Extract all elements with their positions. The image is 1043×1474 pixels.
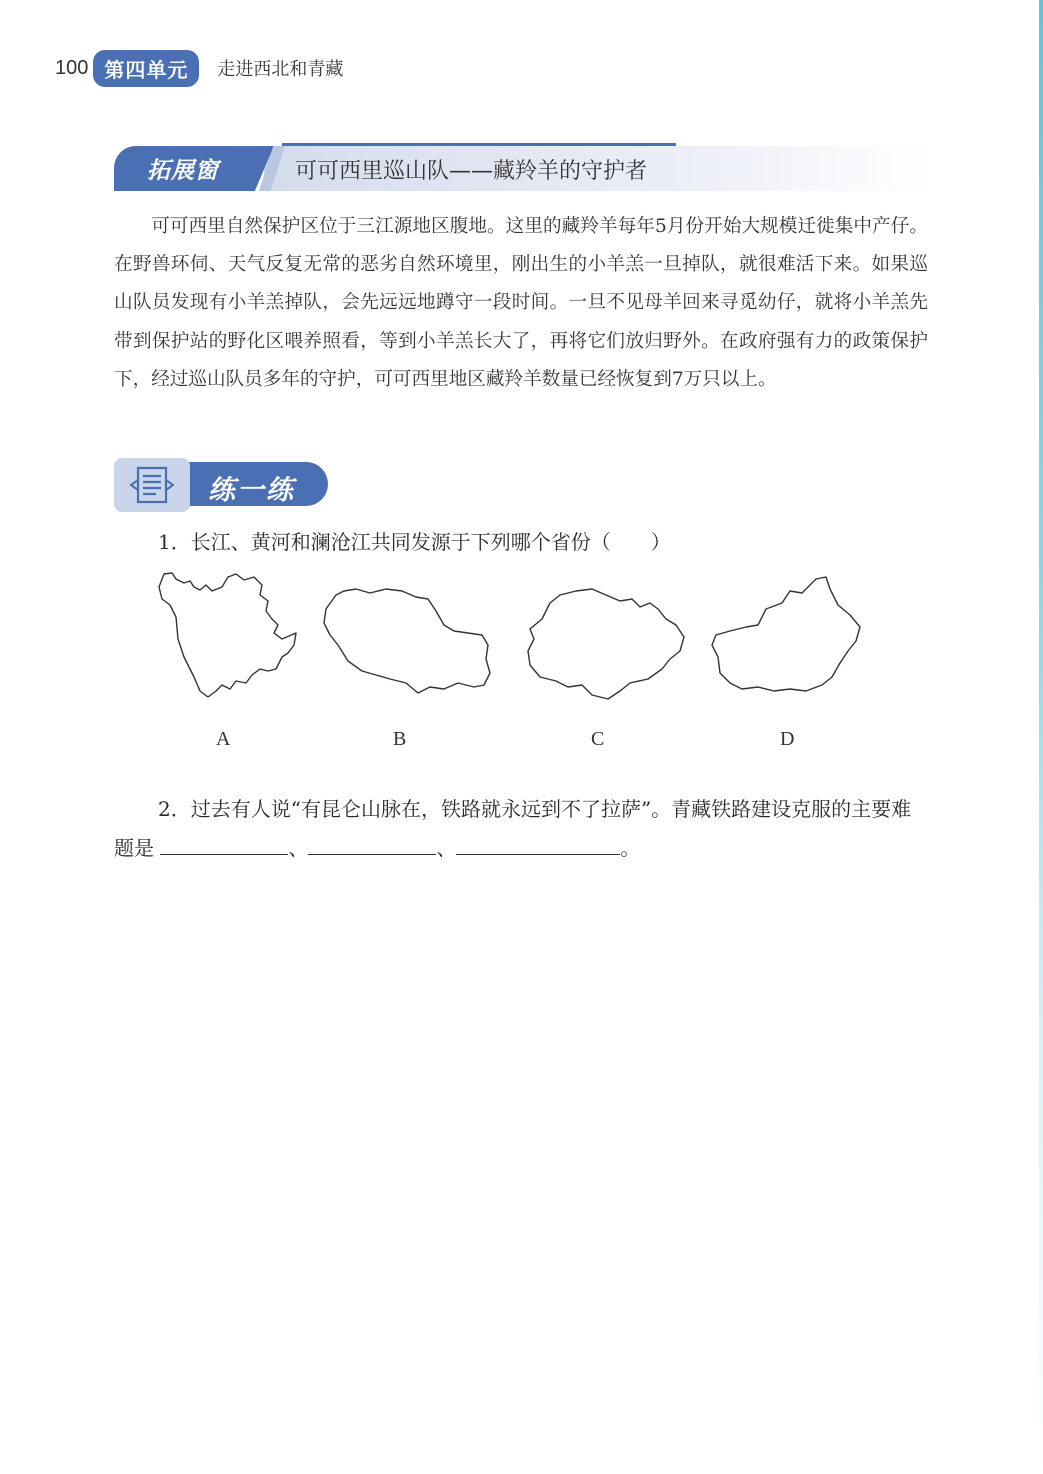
page-header: [55, 48, 343, 88]
choice-d-label: D: [780, 728, 795, 750]
choice-b-label: B: [393, 728, 407, 750]
practice-header: [114, 458, 334, 512]
question-2: [114, 790, 928, 868]
province-outlines: [150, 565, 870, 705]
province-outline-a: [159, 573, 296, 697]
practice-title: 练一练: [208, 475, 295, 506]
answer-blank-1[interactable]: [160, 834, 288, 855]
extension-paragraph: 可可西里自然保护区位于三江源地区腹地。这里的藏羚羊每年5月份开始大规模迁徙集中产仔。在野兽环伺、天气反复无常的恶劣自然环境里，刚出生的小羊羔一旦掉队，就很难活下来。如果巡山队员发现有小羊羔掉队，会先远远地蹲守一段时间。一旦不见母羊回来寻觅幼仔，就将小羊羔先带到保护站的野化区喂养照看，等到小羊羔长大了，再将它们放归野外。在政府强有力的政策保护下，经过巡山队员多年的守护，可可西里地区藏羚羊数量已经恢复到7万只以上。: [114, 216, 928, 390]
province-outline-b: [324, 589, 490, 693]
blank-separator-2: 、: [436, 836, 457, 860]
extension-title: 可可西里巡山队——藏羚羊的守护者: [295, 159, 648, 184]
document-icon: [114, 458, 190, 512]
answer-blank-3[interactable]: [456, 834, 620, 855]
question-1: 1．长江、黄河和澜沧江共同发源于下列哪个省份（ ）: [158, 530, 671, 554]
page-edge-stripe: [1039, 0, 1043, 1474]
page-number: 100: [55, 56, 89, 79]
province-outline-c: [528, 589, 684, 699]
unit-badge: 第四单元: [93, 50, 199, 87]
answer-blank-2[interactable]: [308, 834, 436, 855]
question-2-end: 。: [620, 836, 641, 860]
extension-header: [114, 143, 928, 191]
unit-title: 走进西北和青藏: [217, 59, 344, 80]
blank-separator-1: 、: [288, 836, 309, 860]
province-outline-d: [712, 577, 860, 691]
choice-a-label: A: [216, 728, 231, 750]
extension-tag-label: 拓展窗: [147, 158, 219, 184]
choice-c-label: C: [591, 728, 605, 750]
question-2-text: 2．过去有人说“有昆仑山脉在，铁路就永远到不了拉萨”。青藏铁路建设克服的主要难题是: [114, 797, 912, 860]
